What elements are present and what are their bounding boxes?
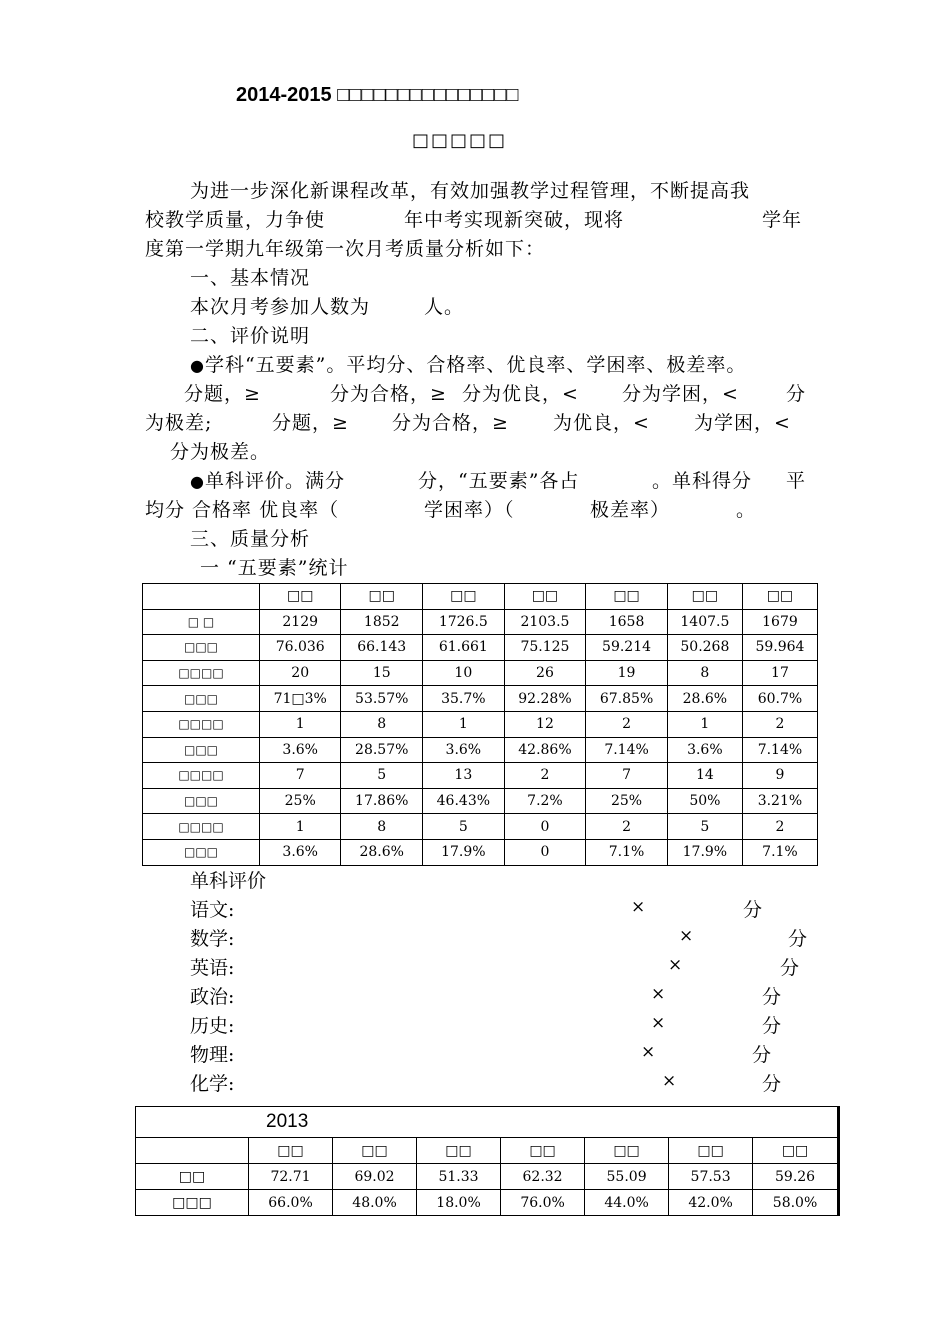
row-label: □□□□ bbox=[143, 711, 260, 737]
table-cell: 59.964 bbox=[742, 635, 817, 661]
table-cell: 1852 bbox=[341, 609, 423, 635]
table-header-cell: □□ bbox=[667, 584, 742, 610]
table-cell: 1407.5 bbox=[667, 609, 742, 635]
table-cell: 2 bbox=[742, 814, 817, 840]
multiply-sign: × bbox=[641, 1042, 656, 1062]
table-cell: 25% bbox=[260, 788, 341, 814]
table-cell: 7 bbox=[260, 763, 341, 789]
bullet-2-text-b: 分，“五要素”各占 bbox=[418, 470, 580, 492]
table-cell: 28.57% bbox=[341, 737, 423, 763]
table-cell: 57.53 bbox=[669, 1164, 753, 1190]
table-cell: 3.6% bbox=[667, 737, 742, 763]
criteria-row3-e: 为学困，< bbox=[694, 412, 791, 434]
subject-label: 历史: bbox=[190, 1015, 235, 1037]
table-cell: 62.32 bbox=[501, 1164, 585, 1190]
table-cell: 2 bbox=[504, 763, 586, 789]
row-label: □□□□ bbox=[143, 660, 260, 686]
table-cell: 5 bbox=[667, 814, 742, 840]
score-unit: 分 bbox=[780, 957, 800, 979]
participants-text-a: 本次月考参加人数为 bbox=[190, 296, 371, 318]
criteria-row2-e: 分 bbox=[786, 383, 807, 405]
table-row bbox=[143, 814, 818, 840]
table-cell: 17.9% bbox=[423, 839, 505, 865]
score-unit: 分 bbox=[788, 928, 808, 950]
table-header-cell bbox=[143, 584, 260, 610]
table-cell: 3.6% bbox=[423, 737, 505, 763]
table-cell: 2 bbox=[586, 711, 668, 737]
five-elements-table bbox=[142, 583, 818, 866]
table-row bbox=[143, 737, 818, 763]
table-cell: 72.71 bbox=[249, 1164, 333, 1190]
single-eval-heading: 单科评价 bbox=[190, 870, 267, 892]
bullet-dot-icon: ● bbox=[190, 472, 205, 491]
table-cell: 1 bbox=[260, 711, 341, 737]
bullet-2 bbox=[190, 466, 345, 493]
table-cell: 75.125 bbox=[504, 635, 586, 661]
table-year-row bbox=[136, 1107, 839, 1138]
table-cell: 46.43% bbox=[423, 788, 505, 814]
year-label: 2013 bbox=[136, 1107, 839, 1138]
table-cell: 0 bbox=[504, 814, 586, 840]
multiply-sign: × bbox=[668, 955, 683, 975]
section-2-heading: 二、评价说明 bbox=[190, 325, 311, 347]
table-cell: 76.0% bbox=[501, 1190, 585, 1216]
subject-label: 英语: bbox=[190, 957, 235, 979]
table-cell: 17 bbox=[742, 660, 817, 686]
table-cell: 59.26 bbox=[753, 1164, 839, 1190]
table-header-cell: □□ bbox=[341, 584, 423, 610]
bullet-2-row2-b: 学困率）（ bbox=[424, 499, 515, 521]
bullet-2-text-c: 。单科得分 bbox=[652, 470, 753, 492]
intro-line-3: 度第一学期九年级第一次月考质量分析如下： bbox=[145, 238, 546, 260]
bullet-2-text-d: 平 bbox=[786, 470, 807, 492]
intro-line-2c: 学年 bbox=[762, 209, 803, 231]
table-cell: 25% bbox=[586, 788, 668, 814]
multiply-sign: × bbox=[631, 897, 646, 917]
table-cell: 7.1% bbox=[742, 839, 817, 865]
table-cell: 51.33 bbox=[417, 1164, 501, 1190]
score-unit: 分 bbox=[743, 899, 763, 921]
table-row bbox=[143, 839, 818, 865]
score-unit: 分 bbox=[762, 1015, 782, 1037]
table-cell: 58.0% bbox=[753, 1190, 839, 1216]
table-cell: 42.86% bbox=[504, 737, 586, 763]
table-row bbox=[143, 763, 818, 789]
table-cell: 2 bbox=[586, 814, 668, 840]
table-header-cell: □□ bbox=[586, 584, 668, 610]
table-header-cell: □□ bbox=[260, 584, 341, 610]
section-3-heading: 三、质量分析 bbox=[190, 528, 311, 550]
table-cell: 2103.5 bbox=[504, 609, 586, 635]
criteria-row3-d: 为优良，< bbox=[553, 412, 650, 434]
row-label: □□□ bbox=[143, 788, 260, 814]
table-cell: 8 bbox=[341, 814, 423, 840]
table-cell: 2129 bbox=[260, 609, 341, 635]
table-cell: 48.0% bbox=[333, 1190, 417, 1216]
bullet-2-row2-a: 均分 合格率 优良率（ bbox=[145, 499, 340, 521]
table-header-cell: □□ bbox=[669, 1138, 753, 1164]
subject-label: 语文: bbox=[190, 899, 235, 921]
table-cell: 7.1% bbox=[586, 839, 668, 865]
document-title: 2014-2015 □□□□□□□□□□□□□□□ bbox=[236, 84, 519, 106]
bullet-2-row2-c: 极差率） bbox=[590, 499, 671, 521]
table-header-cell: □□ bbox=[753, 1138, 839, 1164]
table-cell: 18.0% bbox=[417, 1190, 501, 1216]
table-cell: 28.6% bbox=[341, 839, 423, 865]
table-cell: 3.6% bbox=[260, 839, 341, 865]
table-cell: 3.21% bbox=[742, 788, 817, 814]
table-cell: 10 bbox=[423, 660, 505, 686]
table-header-row bbox=[136, 1138, 839, 1164]
table-header-row bbox=[143, 584, 818, 610]
criteria-row2-d: 分为学困，< bbox=[622, 383, 739, 405]
table-cell: 44.0% bbox=[585, 1190, 669, 1216]
score-unit: 分 bbox=[752, 1044, 772, 1066]
table-cell: 17.9% bbox=[667, 839, 742, 865]
table-cell: 3.6% bbox=[260, 737, 341, 763]
table-cell: 5 bbox=[341, 763, 423, 789]
table-cell: 35.7% bbox=[423, 686, 505, 712]
row-label: □□□ bbox=[143, 686, 260, 712]
criteria-row2-c: 分为优良，< bbox=[462, 383, 579, 405]
table-cell: 1 bbox=[260, 814, 341, 840]
table-cell: 12 bbox=[504, 711, 586, 737]
table-cell: 9 bbox=[742, 763, 817, 789]
table-cell: 26 bbox=[504, 660, 586, 686]
table-row bbox=[136, 1190, 839, 1216]
table-cell: 71□3% bbox=[260, 686, 341, 712]
bullet-1 bbox=[190, 350, 746, 377]
comparison-2013-table bbox=[135, 1106, 840, 1216]
criteria-row2-b: 分为合格，≥ bbox=[330, 383, 447, 405]
table-cell: 13 bbox=[423, 763, 505, 789]
table-cell: 1 bbox=[423, 711, 505, 737]
participants-text-b: 人。 bbox=[424, 296, 465, 318]
row-label: □□□ bbox=[143, 737, 260, 763]
table-cell: 53.57% bbox=[341, 686, 423, 712]
subject-label: 政治: bbox=[190, 986, 235, 1008]
table-cell: 67.85% bbox=[586, 686, 668, 712]
table-row bbox=[143, 788, 818, 814]
multiply-sign: × bbox=[651, 1013, 666, 1033]
subject-label: 化学: bbox=[190, 1073, 235, 1095]
score-unit: 分 bbox=[762, 1073, 782, 1095]
table-cell: 1658 bbox=[586, 609, 668, 635]
subject-label: 数学: bbox=[190, 928, 235, 950]
table-cell: 66.143 bbox=[341, 635, 423, 661]
table-cell: 20 bbox=[260, 660, 341, 686]
row-label: □□□□ bbox=[143, 814, 260, 840]
score-unit: 分 bbox=[762, 986, 782, 1008]
bullet-2-row2-d: 。 bbox=[736, 499, 757, 521]
table-cell: 1726.5 bbox=[423, 609, 505, 635]
criteria-row3-c: 分为合格，≥ bbox=[392, 412, 509, 434]
subject-label: 物理: bbox=[190, 1044, 235, 1066]
table-row bbox=[143, 609, 818, 635]
table-row bbox=[143, 686, 818, 712]
table-cell: 15 bbox=[341, 660, 423, 686]
table-row bbox=[143, 635, 818, 661]
criteria-row2-a: 分题，≥ bbox=[184, 383, 261, 405]
table-header-cell: □□ bbox=[501, 1138, 585, 1164]
criteria-row3-b: 分题，≥ bbox=[272, 412, 349, 434]
table-row bbox=[136, 1164, 839, 1190]
intro-line-2b: 年中考实现新突破，现将 bbox=[404, 209, 625, 231]
table-cell: 42.0% bbox=[669, 1190, 753, 1216]
table-cell: 8 bbox=[667, 660, 742, 686]
table-cell: 60.7% bbox=[742, 686, 817, 712]
row-label: □□□ bbox=[143, 839, 260, 865]
table-cell: 66.0% bbox=[249, 1190, 333, 1216]
table-cell: 69.02 bbox=[333, 1164, 417, 1190]
multiply-sign: × bbox=[679, 926, 694, 946]
table-header-cell: □□ bbox=[249, 1138, 333, 1164]
table-cell: 1 bbox=[667, 711, 742, 737]
intro-line-2a: 校教学质量，力争使 bbox=[145, 209, 326, 231]
table-cell: 14 bbox=[667, 763, 742, 789]
table-cell: 92.28% bbox=[504, 686, 586, 712]
bullet-1-text: 学科“五要素”。平均分、合格率、优良率、学困率、极差率。 bbox=[204, 354, 747, 376]
table-cell: 7 bbox=[586, 763, 668, 789]
table-row bbox=[143, 711, 818, 737]
table-cell: 1679 bbox=[742, 609, 817, 635]
table-cell: 7.14% bbox=[742, 737, 817, 763]
multiply-sign: × bbox=[662, 1071, 677, 1091]
bullet-2-text-a: 单科评价。满分 bbox=[204, 470, 345, 492]
table-cell: 59.214 bbox=[586, 635, 668, 661]
table-cell: 50.268 bbox=[667, 635, 742, 661]
table-cell: 55.09 bbox=[585, 1164, 669, 1190]
table-cell: 7.2% bbox=[504, 788, 586, 814]
section-1-heading: 一、基本情况 bbox=[190, 267, 311, 289]
intro-line-1: 为进一步深化新课程改革，有效加强教学过程管理，不断提高我 bbox=[190, 180, 751, 202]
document-subtitle: □□□□□ bbox=[412, 130, 508, 151]
row-label: □ □ bbox=[143, 609, 260, 635]
table-header-cell: □□ bbox=[423, 584, 505, 610]
table-cell: 0 bbox=[504, 839, 586, 865]
table-header-cell bbox=[136, 1138, 249, 1164]
table-header-cell: □□ bbox=[742, 584, 817, 610]
row-label: □□□ bbox=[136, 1190, 249, 1216]
table-cell: 76.036 bbox=[260, 635, 341, 661]
criteria-row3-a: 为极差; bbox=[145, 412, 213, 434]
table-cell: 5 bbox=[423, 814, 505, 840]
table-cell: 50% bbox=[667, 788, 742, 814]
table-header-cell: □□ bbox=[504, 584, 586, 610]
multiply-sign: × bbox=[651, 984, 666, 1004]
criteria-row4: 分为极差。 bbox=[170, 441, 271, 463]
bullet-dot-icon: ● bbox=[190, 356, 205, 375]
table-header-cell: □□ bbox=[333, 1138, 417, 1164]
row-label: □□□ bbox=[143, 635, 260, 661]
table-cell: 17.86% bbox=[341, 788, 423, 814]
table-cell: 8 bbox=[341, 711, 423, 737]
row-label: □□□□ bbox=[143, 763, 260, 789]
table-cell: 61.661 bbox=[423, 635, 505, 661]
five-elements-subheading: 一 “五要素”统计 bbox=[200, 557, 349, 579]
table-cell: 19 bbox=[586, 660, 668, 686]
table-cell: 28.6% bbox=[667, 686, 742, 712]
table-cell: 2 bbox=[742, 711, 817, 737]
table-row bbox=[143, 660, 818, 686]
row-label: □□ bbox=[136, 1164, 249, 1190]
table-cell: 7.14% bbox=[586, 737, 668, 763]
table-header-cell: □□ bbox=[417, 1138, 501, 1164]
table-header-cell: □□ bbox=[585, 1138, 669, 1164]
